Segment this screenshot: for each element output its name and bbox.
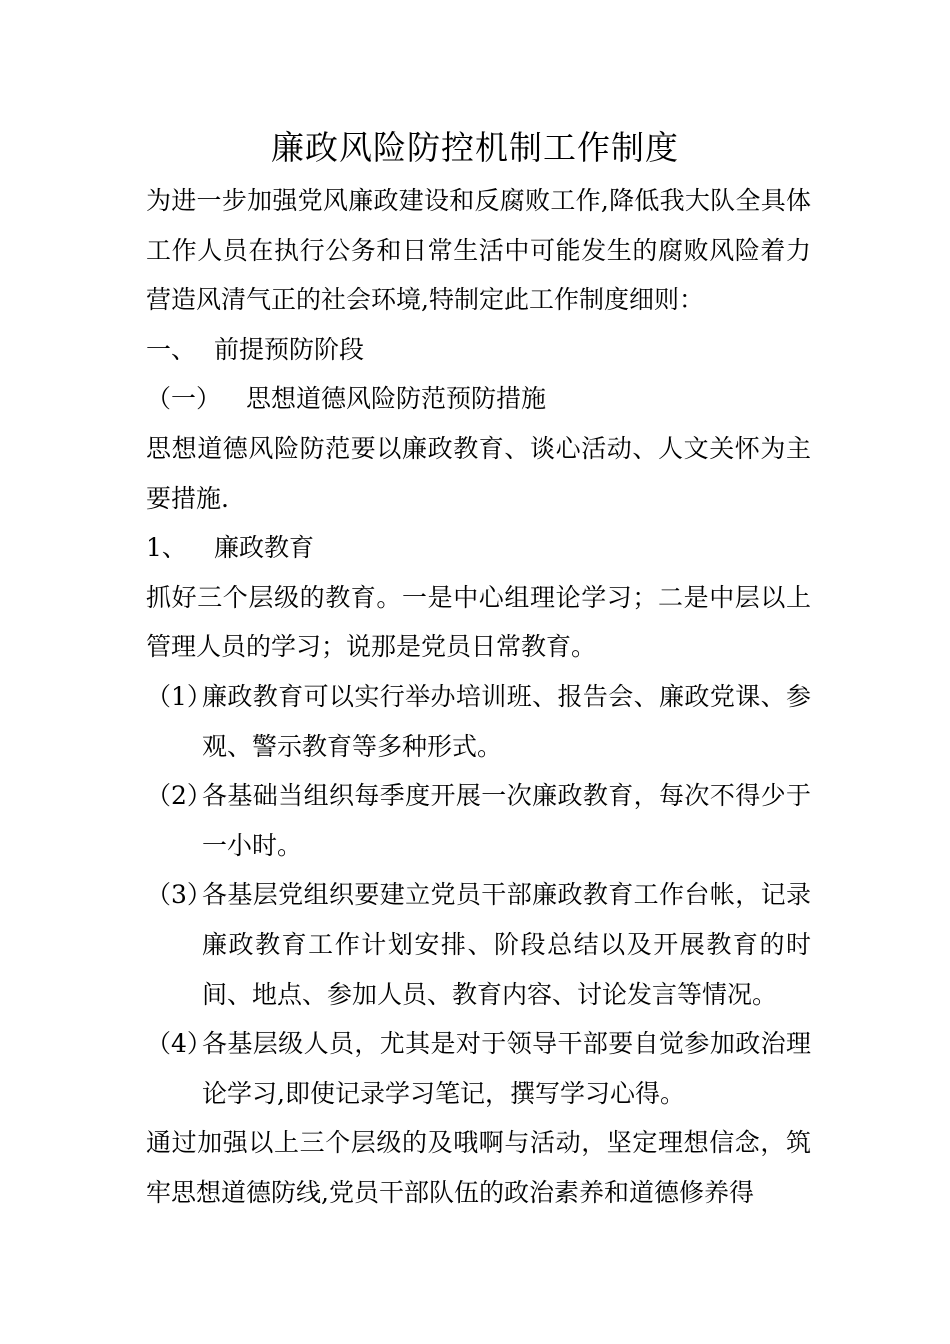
document-title: 廉政风险防控机制工作制度: [271, 128, 679, 167]
section-title: 前提预防阶段: [214, 334, 365, 364]
list-item-text: 各基础当组织每季度开展一次廉政教育，每次不得少于一小时。: [202, 781, 811, 860]
list-item: [146, 1019, 811, 1118]
list-item-text: 廉政教育可以实行举办培训班、报告会、廉政党课、参观、警示教育等多种形式。: [202, 681, 811, 761]
subsection-heading: [146, 374, 811, 424]
list-item: [146, 870, 811, 1019]
subsection-title: 思想道德风险防范预防措施: [246, 384, 547, 414]
list-item-number: （3）: [146, 880, 212, 910]
item-number: 1、: [146, 533, 187, 563]
item-paragraph: 抓好三个层级的教育。一是中心组理论学习；二是中层以上管理人员的学习；说那是党员日常教育。: [146, 582, 811, 662]
subsection-paragraph: 思想道德风险防范要以廉政教育、谈心活动、人文关怀为主要措施.: [146, 433, 811, 513]
subsection-number: （一）: [146, 384, 222, 414]
intro-paragraph: 为进一步加强党风廉政建设和反腐败工作,降低我大队全具体工作人员在执行公务和日常生活中可能发生的腐败风险着力营造风清气正的社会环境,特制定此工作制度细则：: [146, 186, 811, 315]
list-item: [146, 771, 811, 870]
item-title: 廉政教育: [214, 533, 315, 563]
list-item-text: 各基层级人员，尤其是对于领导干部要自觉参加政治理论学习,即使记录学习笔记，撰写学习心得。: [202, 1029, 811, 1108]
list-item-number: （2）: [146, 781, 212, 811]
section-number: 一、: [146, 334, 197, 364]
list-item-number: （1）: [146, 681, 212, 711]
closing-paragraph: 通过加强以上三个层级的及哦啊与活动，坚定理想信念，筑牢思想道德防线,党员干部队伍的政治素养和道德修养得: [146, 1128, 811, 1207]
list-item-text: 各基层党组织要建立党员干部廉政教育工作台帐，记录廉政教育工作计划安排、阶段总结以及开展教育的时间、地点、参加人员、教育内容、讨论发言等情况。: [202, 880, 811, 1009]
list-item-number: （4）: [146, 1029, 212, 1059]
item-heading: [146, 523, 811, 573]
document-body: [146, 176, 811, 1217]
list-item: [146, 672, 811, 771]
section-heading: [146, 325, 811, 375]
